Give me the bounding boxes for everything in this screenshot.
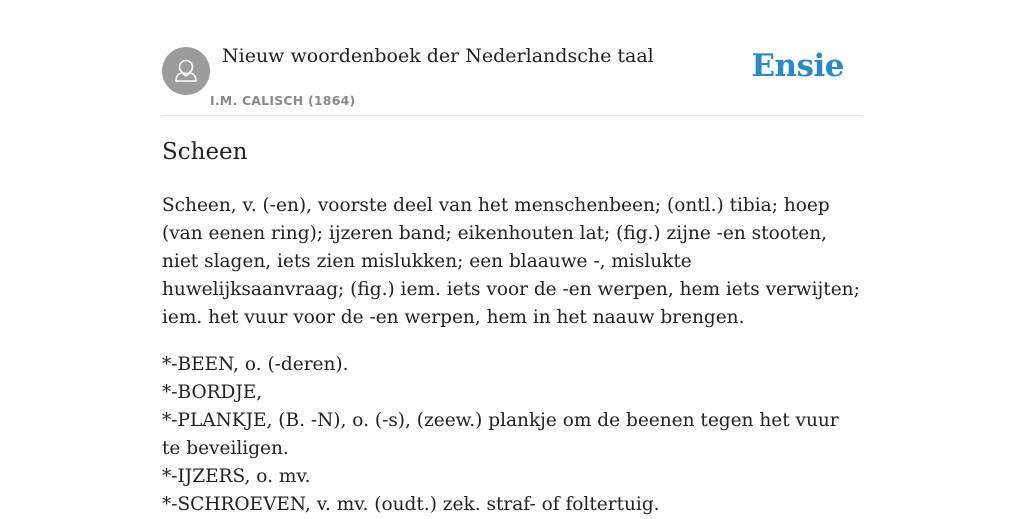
entry-title: Scheen [162, 139, 248, 165]
author-name[interactable]: I.M. CALISCH (1864) [210, 93, 356, 108]
user-icon-graphic [162, 47, 210, 95]
entry-definition: Scheen, v. (-en), voorste deel van het menschenbeen; (ontl.) tibia; hoep (van eenen ring); ijzeren band; eikenhouten lat; (fig.) zijne -en stooten, niet slagen, iets zien mislukken; een blaauwe -, mislukte huwelijksaanvraag; (fig.) iem. iets voor de -en werpen, hem iets verwijten; iem. het vuur voor de -en werpen, hem in het naauw brengen. [162, 195, 860, 328]
compound-item: *-BEEN, o. (-deren). [162, 354, 349, 375]
user-icon[interactable] [162, 47, 210, 95]
dictionary-title[interactable]: Nieuw woordenboek der Nederlandsche taal [222, 45, 654, 67]
compound-item: *-PLANKJE, (B. -N), o. (-s), (zeew.) plankje om de beenen tegen het vuur te beveiligen. [162, 410, 839, 459]
compound-item: *-IJZERS, o. mv. [162, 466, 311, 487]
compound-item: *-BORDJE, [162, 382, 263, 403]
page-container [162, 0, 862, 515]
compound-item: *-SCHROEVEN, v. mv. (oudt.) zek. straf- of foltertuig. [162, 494, 660, 515]
ensie-logo[interactable]: Ensie [751, 48, 844, 84]
compound-list [162, 351, 862, 519]
header [162, 0, 862, 116]
